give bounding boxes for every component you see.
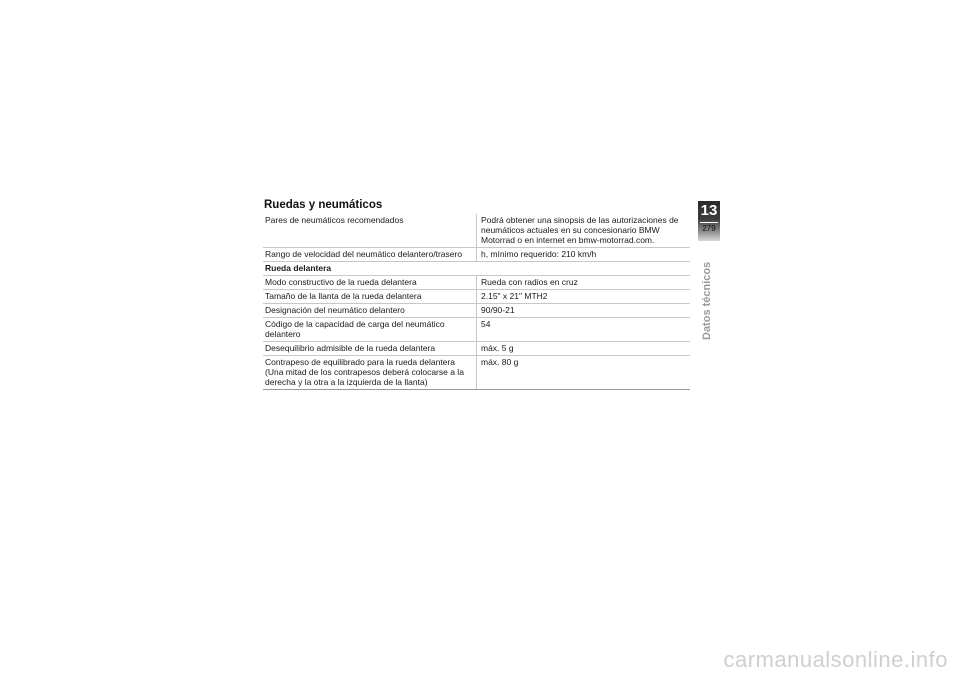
row-value: 2.15" x 21" MTH2 bbox=[477, 290, 691, 304]
row-label: Rango de velocidad del neumático delantero/trasero bbox=[263, 248, 477, 262]
table-row bbox=[263, 276, 690, 290]
row-label: Desequilibrio admisible de la rueda delantera bbox=[263, 342, 477, 356]
row-label: Código de la capacidad de carga del neumático delantero bbox=[263, 318, 477, 342]
table-row bbox=[263, 214, 690, 248]
section-title: Ruedas y neumáticos bbox=[264, 199, 383, 211]
row-label: Pares de neumáticos recomendados bbox=[263, 214, 477, 248]
watermark: carmanualsonline.info bbox=[723, 647, 948, 672]
row-value: h, mínimo requerido: 210 km/h bbox=[477, 248, 691, 262]
row-label: Designación del neumático delantero bbox=[263, 304, 477, 318]
row-label: Tamaño de la llanta de la rueda delantera bbox=[263, 290, 477, 304]
table-row bbox=[263, 356, 690, 390]
table-subheading: Rueda delantera bbox=[263, 262, 690, 276]
chapter-title: Datos técnicos bbox=[701, 261, 713, 340]
table-row bbox=[263, 318, 690, 342]
chapter-divider bbox=[700, 222, 718, 223]
row-value: 90/90-21 bbox=[477, 304, 691, 318]
row-value: máx. 80 g bbox=[477, 356, 691, 390]
row-value: 54 bbox=[477, 318, 691, 342]
table-row bbox=[263, 290, 690, 304]
table-row bbox=[263, 248, 690, 262]
row-value: Rueda con radios en cruz bbox=[477, 276, 691, 290]
chapter-tab bbox=[698, 201, 720, 241]
spec-table bbox=[263, 214, 690, 390]
table-row bbox=[263, 304, 690, 318]
page-number: 279 bbox=[702, 224, 716, 233]
table-subheading-row bbox=[263, 262, 690, 276]
row-label: Contrapeso de equilibrado para la rueda delantera (Una mitad de los contrapesos deberá colocarse a la derecha y la otra a la izquierda de la llanta) bbox=[263, 356, 477, 390]
row-label: Modo constructivo de la rueda delantera bbox=[263, 276, 477, 290]
table-row bbox=[263, 342, 690, 356]
row-value: Podrá obtener una sinopsis de las autorizaciones de neumáticos actuales en su concesionario BMW Motorrad o en internet en bmw-motorrad.com. bbox=[477, 214, 691, 248]
row-value: máx. 5 g bbox=[477, 342, 691, 356]
chapter-number: 13 bbox=[700, 202, 718, 219]
